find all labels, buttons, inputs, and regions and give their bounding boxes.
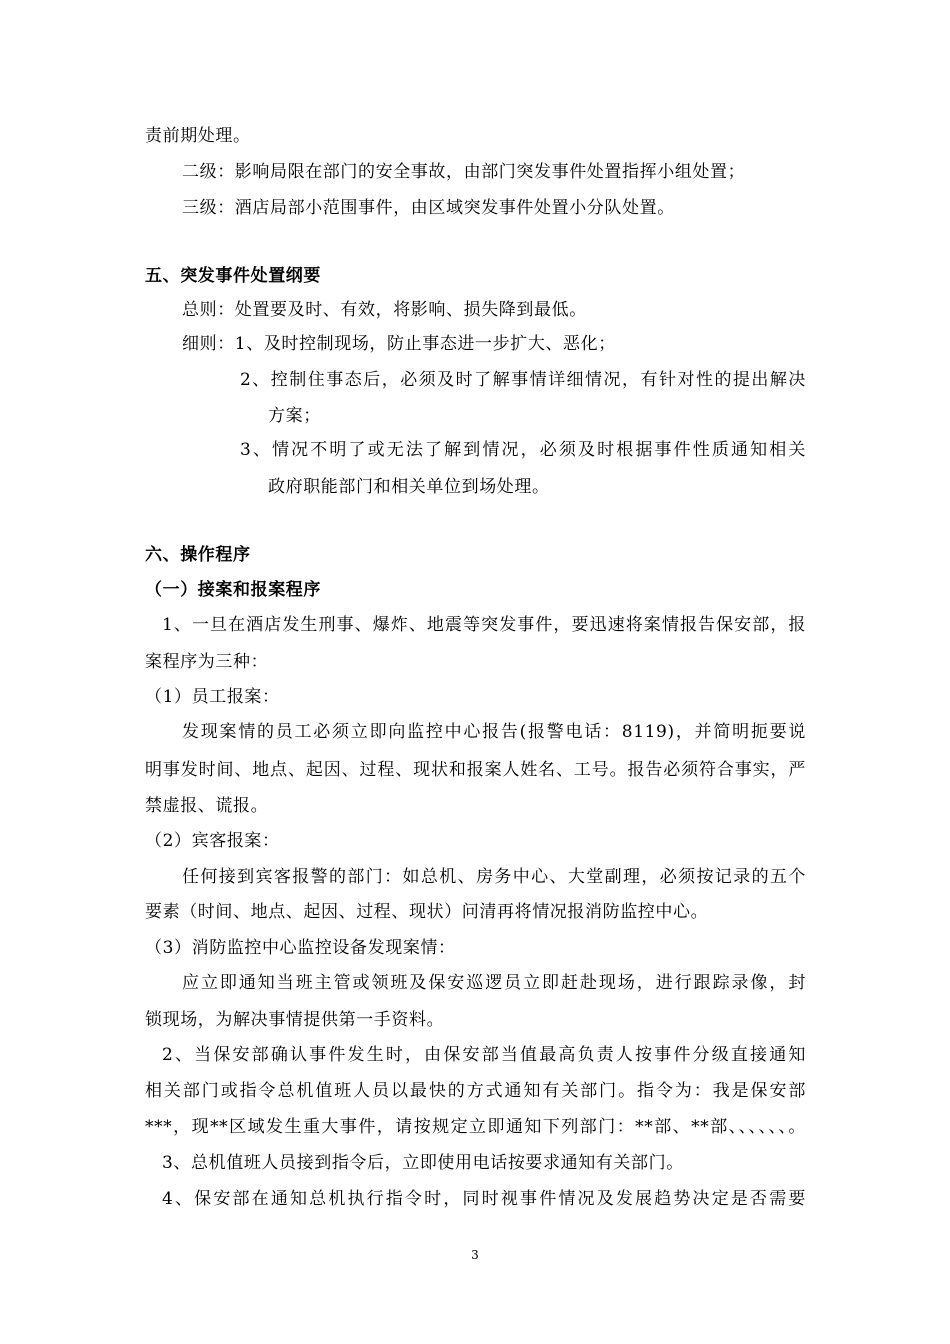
paragraph-line: ***，现**区域发生重大事件，请按规定立即通知下列部门：**部、**部、、、、、、。	[145, 1117, 806, 1137]
section-heading-6: 六、操作程序	[145, 545, 251, 565]
paragraph-line: 3、总机值班人员接到指令后，立即使用电话按要求通知有关部门。	[162, 1153, 684, 1173]
subsection-heading: （一）接案和报案程序	[145, 580, 321, 600]
paragraph-line: 发现案情的员工必须立即向监控中心报告(报警电话：8119)，并简明扼要说	[182, 722, 806, 742]
paragraph-line: 政府职能部门和相关单位到场处理。	[268, 477, 550, 497]
paragraph-line: 3、情况不明了或无法了解到情况，必须及时根据事件性质通知相关	[240, 440, 806, 460]
paragraph-line: 任何接到宾客报警的部门：如总机、房务中心、大堂副理，必须按记录的五个	[182, 867, 806, 887]
paragraph-line: 方案；	[268, 406, 321, 426]
page-number: 3	[471, 1248, 479, 1262]
paragraph-line: （3）消防监控中心监控设备发现案情：	[145, 938, 456, 958]
paragraph-line: 责前期处理。	[145, 126, 251, 146]
paragraph-line: 1、一旦在酒店发生刑事、爆炸、地震等突发事件，要迅速将案情报告保安部，报	[162, 615, 806, 635]
paragraph-line: 锁现场，为解决事情提供第一手资料。	[145, 1010, 445, 1030]
paragraph-line: 相关部门或指令总机值班人员以最快的方式通知有关部门。指令为：我是保安部	[145, 1081, 806, 1101]
paragraph-line: 要素（时间、地点、起因、过程、现状）问清再将情况报消防监控中心。	[145, 902, 709, 922]
paragraph-line: 4、保安部在通知总机执行指令时，同时视事件情况及发展趋势决定是否需要	[162, 1189, 806, 1209]
paragraph-line: 三级：酒店局部小范围事件，由区域突发事件处置小分队处置。	[182, 198, 675, 218]
paragraph-line: 2、控制住事态后，必须及时了解事情详细情况，有针对性的提出解决	[240, 370, 806, 390]
paragraph-line: 明事发时间、地点、起因、过程、现状和报案人姓名、工号。报告必须符合事实，严	[145, 760, 806, 780]
paragraph-line: 二级：影响局限在部门的安全事故，由部门突发事件处置指挥小组处置；	[182, 162, 746, 182]
paragraph-line: 细则：1、及时控制现场，防止事态进一步扩大、恶化；	[182, 334, 616, 354]
paragraph-line: （2）宾客报案：	[145, 831, 280, 851]
paragraph-line: 禁虚报、谎报。	[145, 796, 269, 816]
paragraph-line: 总则：处置要及时、有效，将影响、损失降到最低。	[182, 300, 587, 320]
paragraph-line: 案程序为三种：	[145, 652, 269, 672]
paragraph-line: 应立即通知当班主管或领班及保安巡逻员立即赶赴现场，进行跟踪录像，封	[182, 973, 806, 993]
section-heading-5: 五、突发事件处置纲要	[145, 266, 321, 286]
paragraph-line: 2、当保安部确认事件发生时，由保安部当值最高负责人按事件分级直接通知	[162, 1045, 806, 1065]
paragraph-line: （1）员工报案：	[145, 687, 280, 707]
